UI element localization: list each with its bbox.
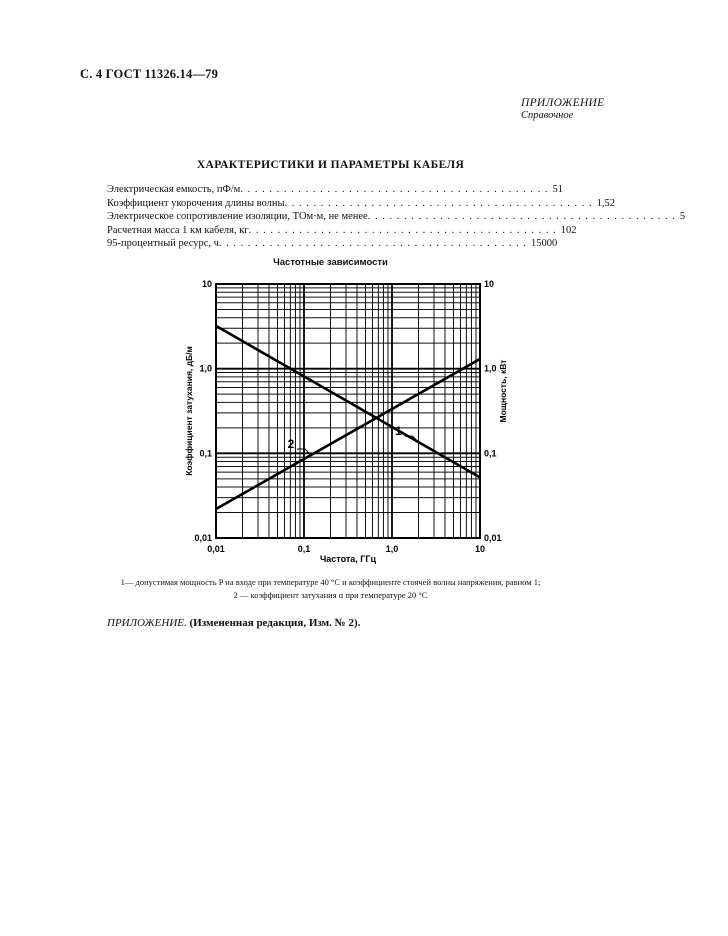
leader-dots: . . . . . . . . . . . . . . . . . . . . . . . . . . . . . . . . . . . . . . . . . . . (240, 184, 549, 195)
page-header: С. 4 ГОСТ 11326.14—79 (80, 67, 219, 81)
parameter-value: 15000 (531, 238, 558, 249)
y-tick-label: 0,1 (199, 448, 212, 459)
amendment-text: (Измененная редакция, Изм. № 2). (189, 617, 361, 629)
chart-title: Частотные зависимости (273, 257, 388, 268)
x-tick-label: 10 (474, 544, 486, 554)
parameter-label: Коэффициент укорочения длины волны (107, 197, 285, 209)
parameter-value: 102 (560, 224, 577, 236)
plot-frame (216, 284, 480, 538)
x-tick-label: 0,01 (207, 544, 225, 554)
series-line-1 (216, 326, 480, 477)
leader-dots: . . . . . . . . . . . . . . . . . . . . . . . . . . . . . . . . . . . . . . . . . . . (248, 224, 557, 236)
parameter-label: Электрическое сопротивление изоляции, ТОм·м, не менее (107, 211, 368, 222)
parameter-value: 5 (679, 211, 686, 222)
x-tick-label: 0,1 (297, 544, 311, 554)
parameter-row (107, 197, 616, 211)
y2-axis-label: Мощность, кВт (498, 359, 508, 423)
series-label-1: 1 (395, 424, 402, 439)
y2-tick-label: 0,01 (484, 533, 502, 543)
y-tick-label: 10 (201, 279, 212, 289)
leader-dots: . . . . . . . . . . . . . . . . . . . . . . . . . . . . . . . . . . . . . . . . . . . (284, 197, 593, 209)
parameter-label: Электрическая емкость, пФ/м (107, 184, 241, 195)
parameter-label: 95-процентный ресурс, ч (107, 238, 219, 249)
y-tick-label: 0,01 (194, 533, 212, 543)
parameter-value: 51 (552, 184, 563, 195)
amendment-label: ПРИЛОЖЕНИЕ. (107, 617, 187, 629)
note-line-2: 2 — коэффициент затухания α при температуре 20 °С (233, 590, 428, 600)
leader-dots: . . . . . . . . . . . . . . . . . . . . . . . . . . . . . . . . . . . . . . . . . . . (218, 238, 528, 249)
parameter-row (107, 237, 558, 251)
y2-tick-label: 0,1 (484, 448, 497, 459)
note-line-1: 1— допустимая мощность P на входе при температуре 40 °С и коэффициенте стоячей волны напряжения, равном 1; (120, 577, 541, 587)
x-axis-label: Частота, ГГц (319, 554, 377, 564)
appendix-label: ПРИЛОЖЕНИЕ (521, 97, 605, 109)
frequency-chart (180, 272, 510, 562)
appendix-sublabel: Справочное (521, 110, 574, 121)
parameter-row (107, 224, 577, 238)
parameter-row (107, 210, 686, 224)
x-tick-label: 1,0 (385, 544, 399, 554)
y-axis-label: Коэффициент затухания, дБ/м (184, 346, 194, 476)
y2-tick-label: 10 (484, 279, 495, 289)
y2-tick-label: 1,0 (484, 363, 497, 374)
series-label-2: 2 (287, 437, 295, 452)
leader-dots: . . . . . . . . . . . . . . . . . . . . . . . . . . . . . . . . . . . . . . . . . . . (367, 211, 676, 222)
section-title: ХАРАКТЕРИСТИКИ И ПАРАМЕТРЫ КАБЕЛЯ (196, 159, 465, 171)
parameter-value: 1,52 (596, 197, 616, 209)
parameter-row (107, 183, 563, 197)
parameter-label: Расчетная масса 1 км кабеля, кг (107, 224, 249, 236)
parameters-list (107, 183, 686, 251)
y-tick-label: 1,0 (199, 363, 212, 374)
amendment-note (107, 617, 360, 629)
